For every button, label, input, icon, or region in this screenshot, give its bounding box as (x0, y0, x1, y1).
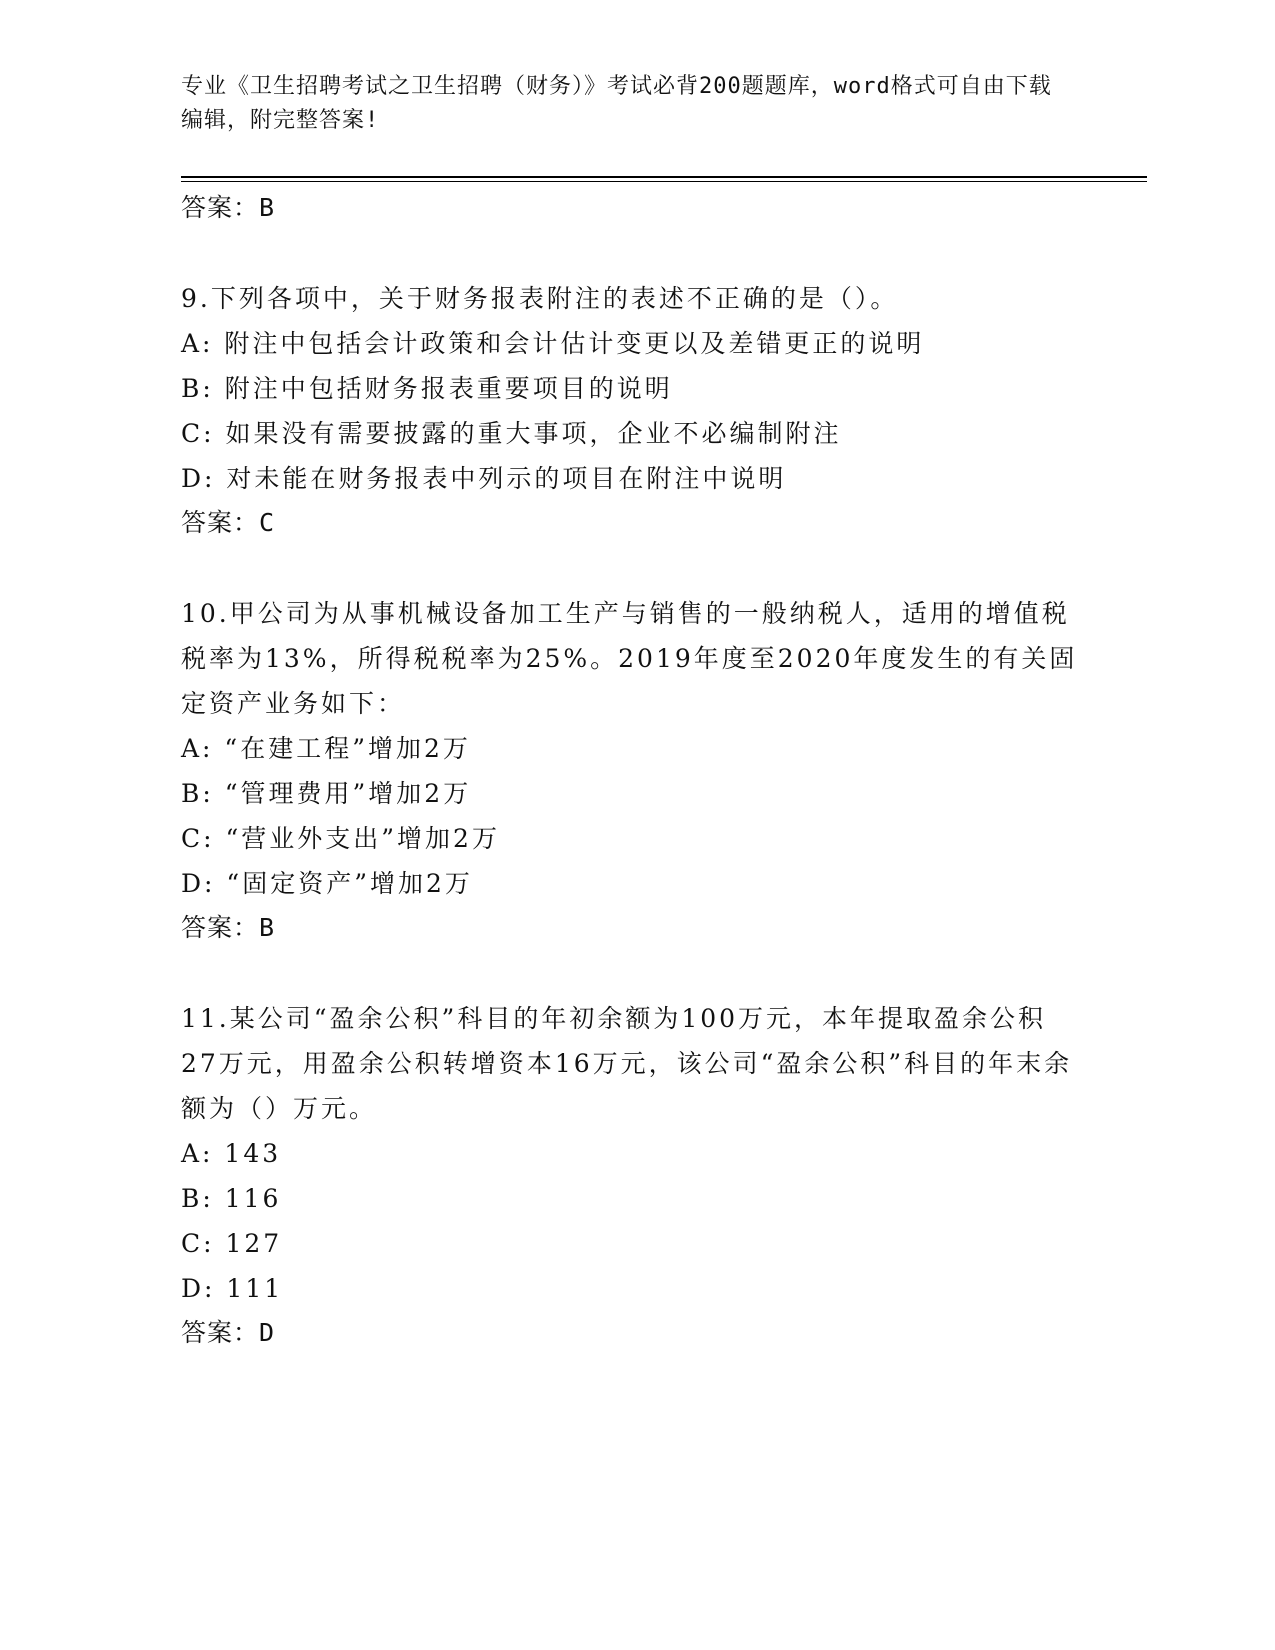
question-9 (181, 276, 1081, 545)
option-a: A: 143 (181, 1139, 282, 1168)
question-answer: 答案：D (181, 1318, 276, 1347)
question-11 (181, 996, 1081, 1355)
question-answer: 答案：C (181, 508, 276, 537)
option-c: C: 127 (181, 1229, 283, 1258)
spacer (181, 950, 1081, 996)
option-c: C: 如果没有需要披露的重大事项，企业不必编制附注 (181, 419, 842, 448)
question-stem: 10.甲公司为从事机械设备加工生产与销售的一般纳税人，适用的增值税税率为13%，所得税税率为25%。2019年度至2020年度发生的有关固定资产业务如下： (181, 599, 1078, 718)
page-header: 专业《卫生招聘考试之卫生招聘（财务）》考试必背200题题库，word格式可自由下载编辑，附完整答案! (181, 74, 1052, 133)
option-a: A: 附注中包括会计政策和会计估计变更以及差错更正的说明 (181, 329, 925, 358)
header-divider-thin (181, 181, 1147, 182)
option-c: C: “营业外支出”增加2万 (181, 824, 500, 853)
option-d: D: “固定资产”增加2万 (181, 869, 473, 898)
question-10 (181, 591, 1081, 950)
option-b: B: “管理费用”增加2万 (181, 779, 472, 808)
question-list (181, 186, 1081, 1355)
option-b: B: 附注中包括财务报表重要项目的说明 (181, 374, 673, 403)
option-d: D: 111 (181, 1274, 284, 1303)
option-b: B: 116 (181, 1184, 282, 1213)
header-divider-thick (181, 176, 1147, 178)
previous-question-answer: 答案：B (181, 193, 276, 222)
question-answer: 答案：B (181, 913, 276, 942)
option-d: D: 对未能在财务报表中列示的项目在附注中说明 (181, 464, 787, 493)
question-stem: 11.某公司“盈余公积”科目的年初余额为100万元，本年提取盈余公积27万元，用盈余公积转增资本16万元，该公司“盈余公积”科目的年末余额为（）万元。 (181, 1004, 1073, 1123)
question-stem: 9.下列各项中，关于财务报表附注的表述不正确的是（）。 (181, 284, 899, 313)
spacer (181, 545, 1081, 591)
spacer (181, 230, 1081, 276)
option-a: A: “在建工程”增加2万 (181, 734, 471, 763)
